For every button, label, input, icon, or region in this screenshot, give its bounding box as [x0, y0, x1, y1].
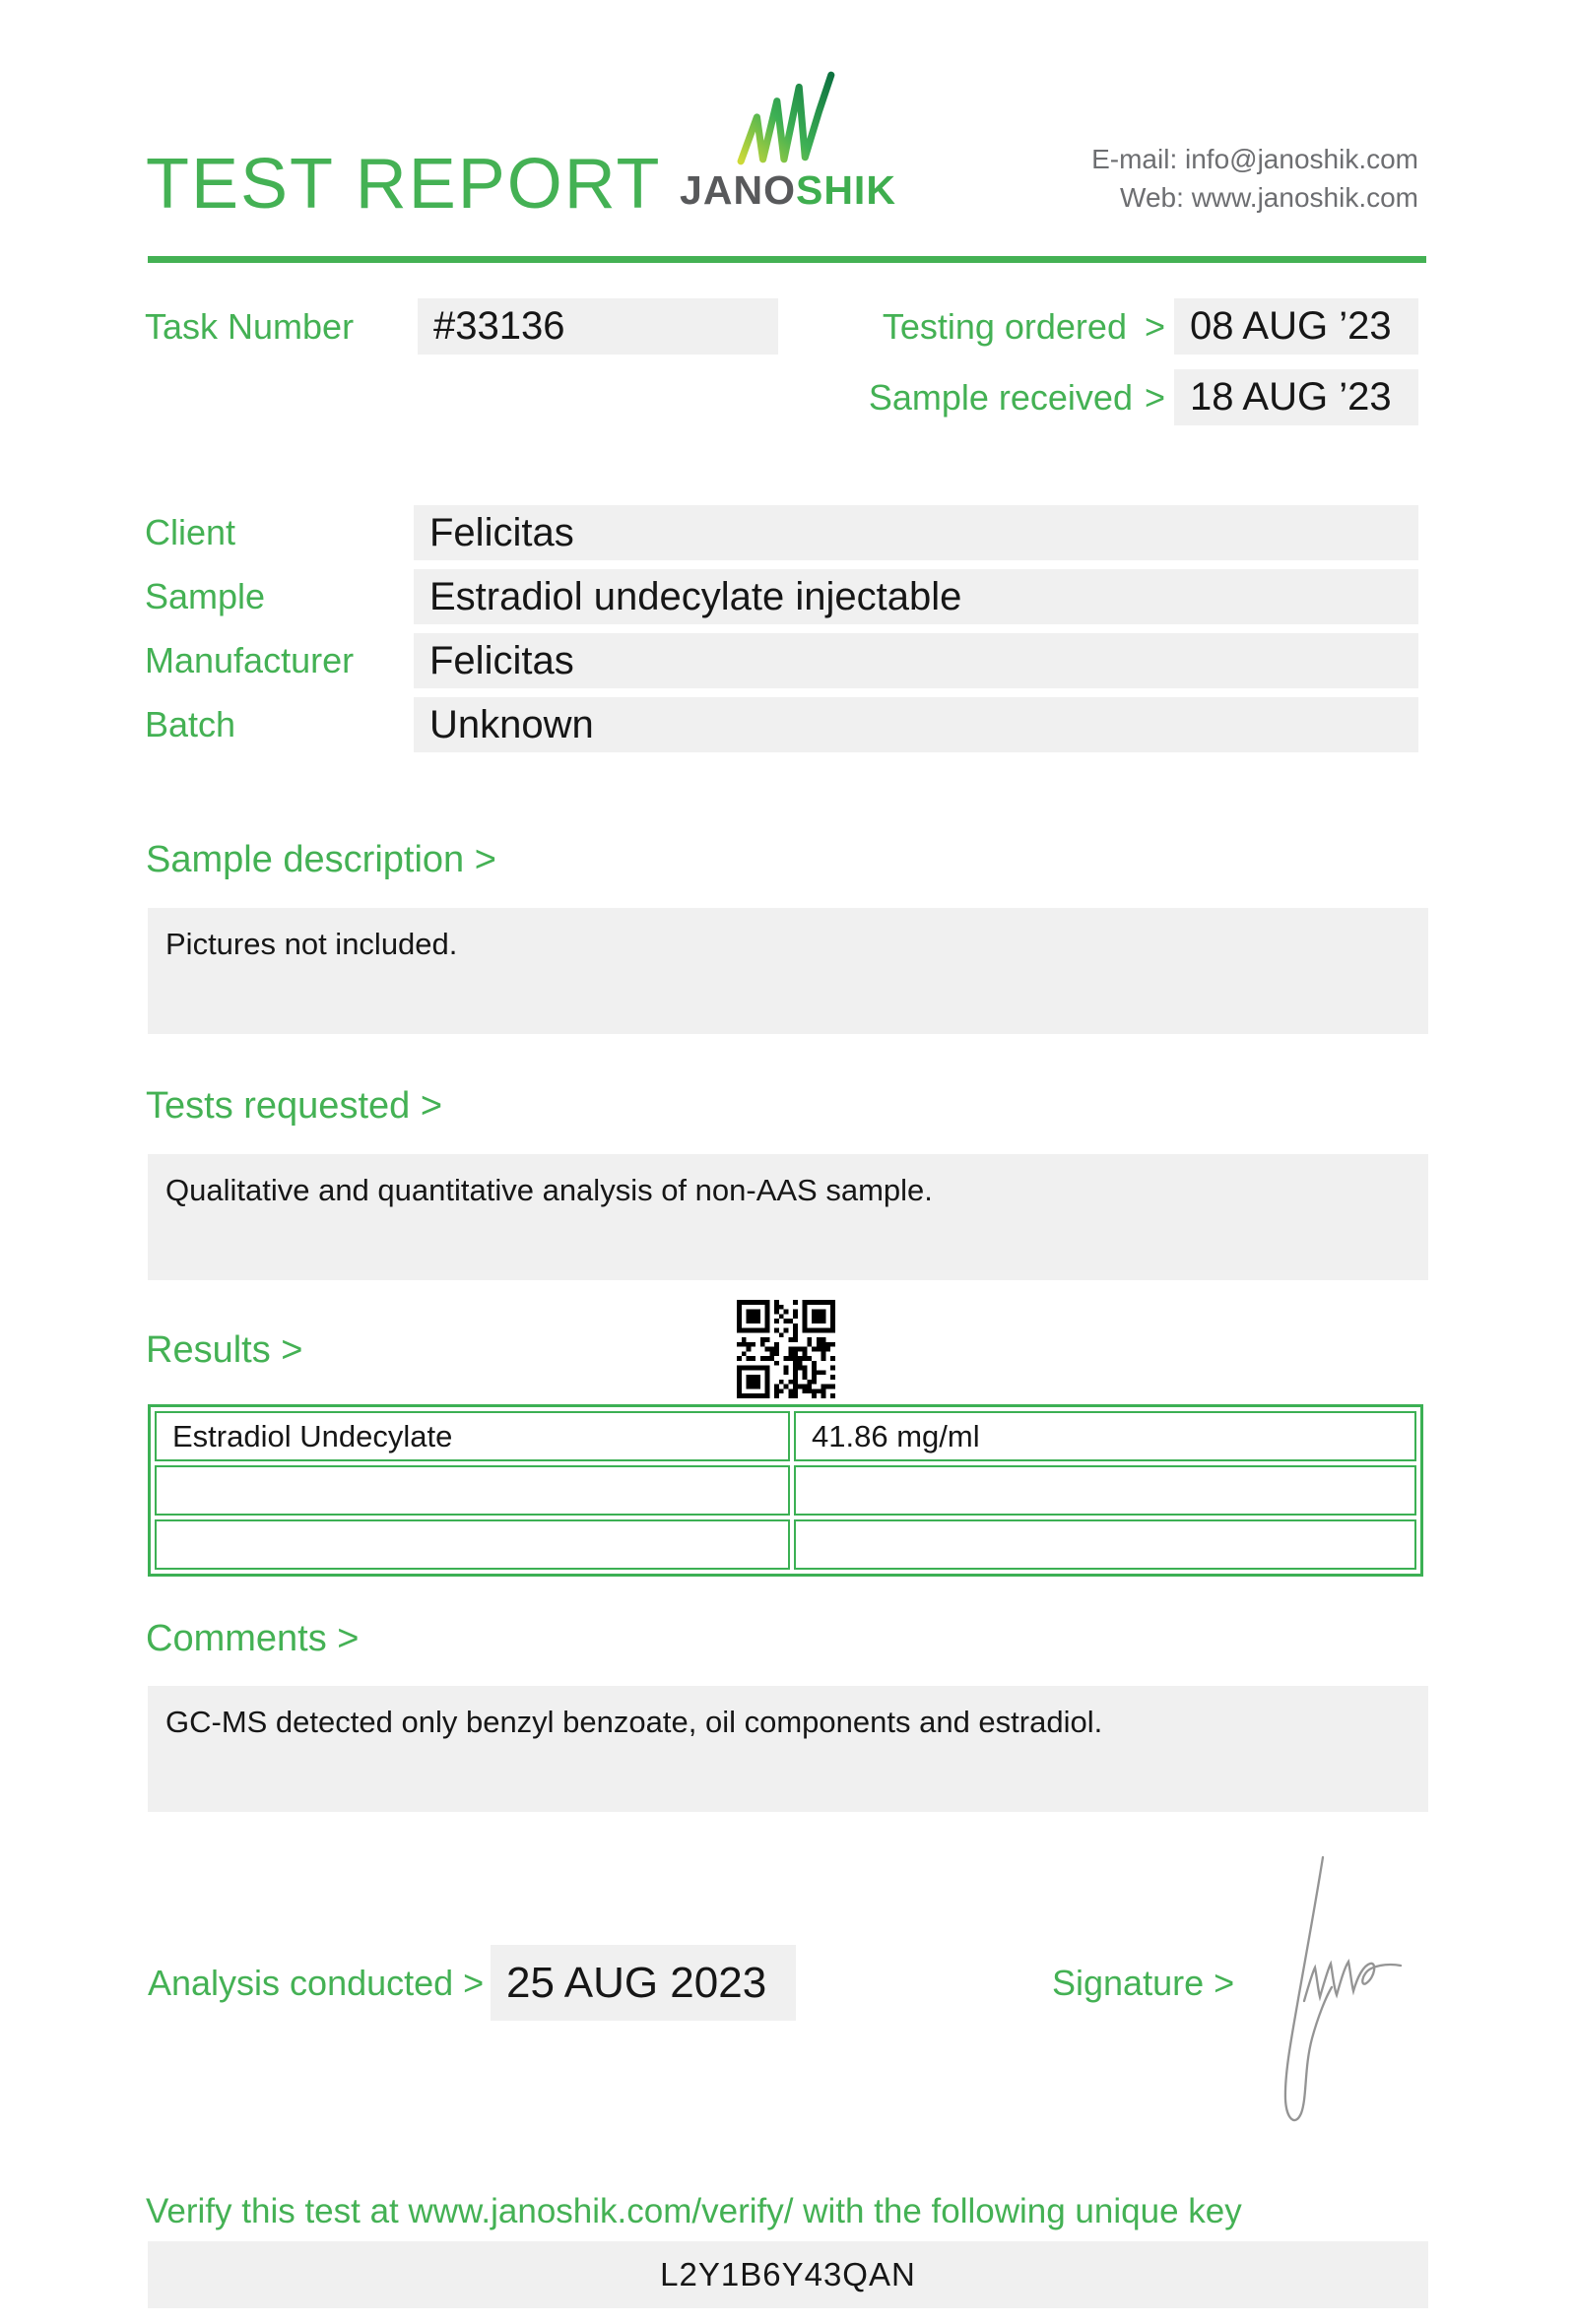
web-value: www.janoshik.com: [1191, 182, 1418, 213]
web-label: Web:: [1120, 182, 1184, 213]
client-value: Felicitas: [414, 505, 1418, 560]
analysis-conducted-label: Analysis conducted >: [148, 1962, 485, 2003]
email-label: E-mail:: [1091, 144, 1178, 174]
signature-image: [1269, 1851, 1436, 2137]
result-concentration: [794, 1519, 1416, 1570]
sample-received-label: Sample received >: [868, 376, 1165, 418]
tests-requested-body: Qualitative and quantitative analysis of non-AAS sample.: [148, 1154, 1428, 1280]
batch-value: Unknown: [414, 697, 1418, 752]
manufacturer-value: Felicitas: [414, 633, 1418, 688]
unique-key-value: L2Y1B6Y43QAN: [148, 2241, 1428, 2308]
testing-ordered-value: 08 AUG ’23: [1174, 298, 1418, 355]
sample-label: Sample: [145, 576, 266, 616]
brand-name: [660, 167, 916, 214]
janoshik-logo: [660, 71, 916, 214]
qr-code: [737, 1300, 835, 1398]
header-divider: [148, 256, 1426, 263]
sample-description-heading: Sample description >: [146, 839, 496, 880]
result-concentration: [794, 1465, 1416, 1516]
comments-body: GC-MS detected only benzyl benzoate, oil components and estradiol.: [148, 1686, 1428, 1812]
brand-name-primary: JANO: [680, 167, 796, 213]
result-substance: [155, 1465, 790, 1516]
task-number-value: #33136: [418, 298, 778, 355]
signature-label: Signature >: [1052, 1962, 1235, 2003]
trend-chart-icon: [733, 71, 843, 165]
result-substance: Estradiol Undecylate: [155, 1411, 790, 1461]
task-number-label: Task Number: [145, 305, 355, 347]
chevron-right-icon: >: [1144, 305, 1165, 347]
table-row: [155, 1465, 1416, 1516]
result-substance: [155, 1519, 790, 1570]
testing-ordered-label: Testing ordered >: [882, 305, 1165, 347]
batch-label: Batch: [145, 704, 236, 744]
comments-heading: Comments >: [146, 1618, 360, 1659]
tests-requested-heading: Tests requested >: [146, 1085, 443, 1127]
table-row: [155, 1519, 1416, 1570]
result-concentration: 41.86 mg/ml: [794, 1411, 1416, 1461]
table-row: [155, 1411, 1416, 1461]
results-table: [148, 1404, 1423, 1577]
email-line: [1091, 140, 1418, 178]
web-line: [1091, 178, 1418, 217]
contact-block: [1091, 140, 1418, 217]
page-title: TEST REPORT: [146, 145, 662, 224]
client-label: Client: [145, 512, 236, 552]
analysis-conducted-value: 25 AUG 2023: [491, 1945, 796, 2021]
sample-value: Estradiol undecylate injectable: [414, 569, 1418, 624]
verify-instruction: Verify this test at www.janoshik.com/verify/ with the following unique key: [146, 2192, 1242, 2230]
sample-received-value: 18 AUG ’23: [1174, 369, 1418, 425]
chevron-right-icon: >: [1144, 376, 1165, 418]
manufacturer-label: Manufacturer: [145, 640, 355, 680]
brand-name-secondary: SHIK: [795, 167, 896, 213]
email-value: info@janoshik.com: [1185, 144, 1418, 174]
sample-description-body: Pictures not included.: [148, 908, 1428, 1034]
results-heading: Results >: [146, 1329, 303, 1371]
